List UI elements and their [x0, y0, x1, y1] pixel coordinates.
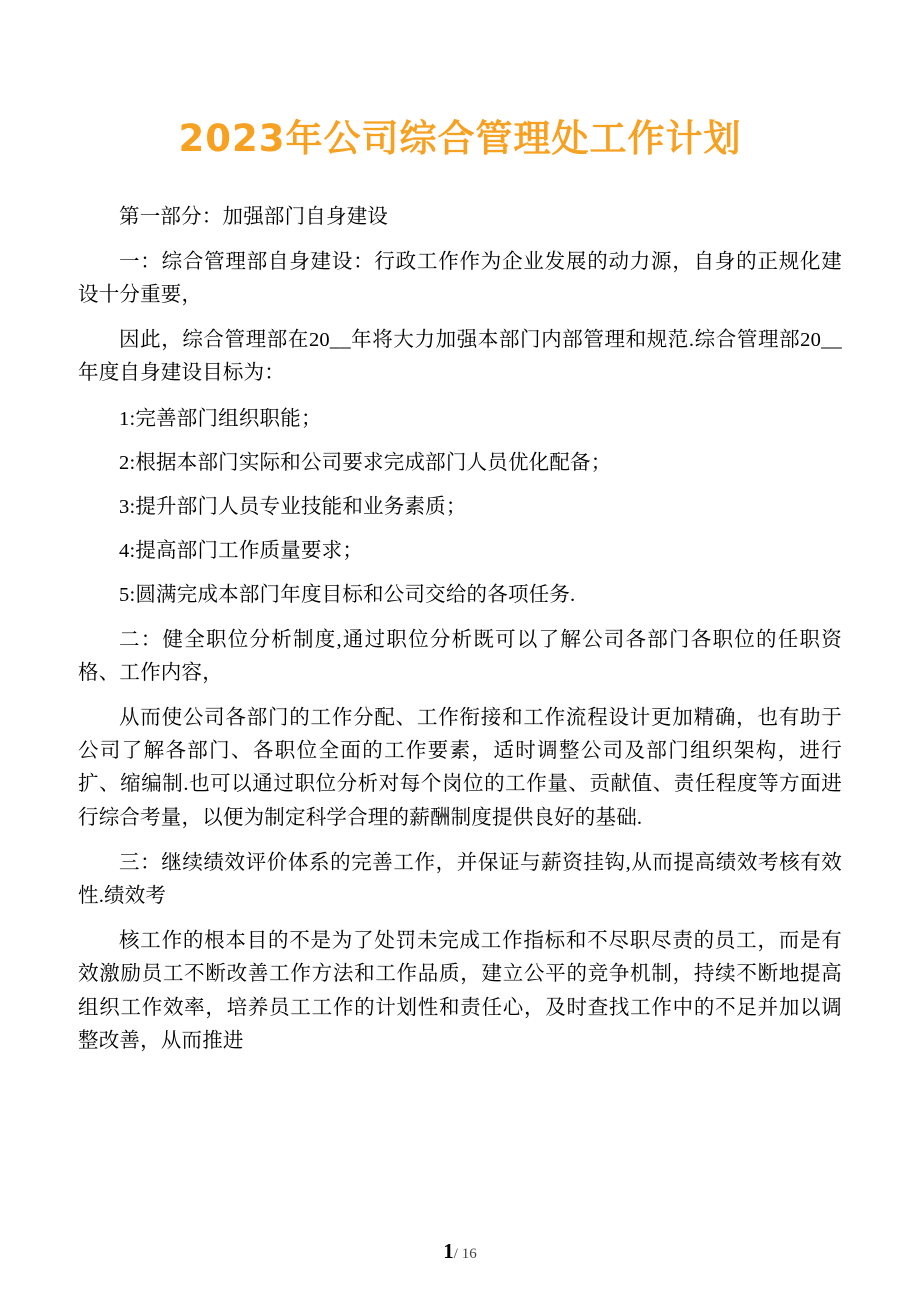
paragraph: 4:提高部门工作质量要求； [119, 540, 364, 563]
paragraph: 2:根据本部门实际和公司要求完成部门人员优化配备； [119, 451, 612, 474]
paragraph: 从而使公司各部门的工作分配、工作衔接和工作流程设计更加精确，也有助于公司了解各部门、各职位全面的工作要素，适时调整公司及部门组织架构，进行扩、缩编制.也可以通过职位分析对每个岗位的工作量、贡献值、责任程度等方面进行综合考量，以便为制定科学合理的薪酬制度提供良好的基础. [78, 706, 842, 829]
paragraph: 核工作的根本目的不是为了处罚未完成工作指标和不尽职尽责的员工，而是有效激励员工不断改善工作方法和工作品质，建立公平的竞争机制，持续不断地提高组织工作效率，培养员工工作的计划性和责任心，及时查找工作中的不足并加以调整改善，从而推进 [78, 930, 842, 1052]
paragraph: 1:完善部门组织职能； [119, 407, 322, 430]
page-title: 2023年公司综合管理处工作计划 [178, 117, 742, 160]
page-footer [0, 1239, 920, 1264]
page-number: 1 [443, 1239, 454, 1263]
paragraph: 二：健全职位分析制度,通过职位分析既可以了解公司各部门各职位的任职资格、工作内容， [78, 628, 842, 684]
paragraph: 一：综合管理部自身建设：行政工作作为企业发展的动力源，自身的正规化建设十分重要， [78, 250, 842, 306]
paragraph: 第一部分：加强部门自身建设 [119, 205, 389, 228]
paragraph: 3:提升部门人员专业技能和业务素质； [119, 495, 467, 518]
paragraph: 三：继续绩效评价体系的完善工作，并保证与薪资挂钩,从而提高绩效考核有效性.绩效考 [78, 851, 842, 907]
page-total: / 16 [453, 1246, 477, 1262]
document-body [78, 201, 842, 1058]
paragraph: 因此，综合管理部在20__年将大力加强本部门内部管理和规范.综合管理部20__年度自身建设目标为： [78, 329, 842, 385]
paragraph: 5:圆满完成本部门年度目标和公司交给的各项任务. [119, 584, 576, 607]
